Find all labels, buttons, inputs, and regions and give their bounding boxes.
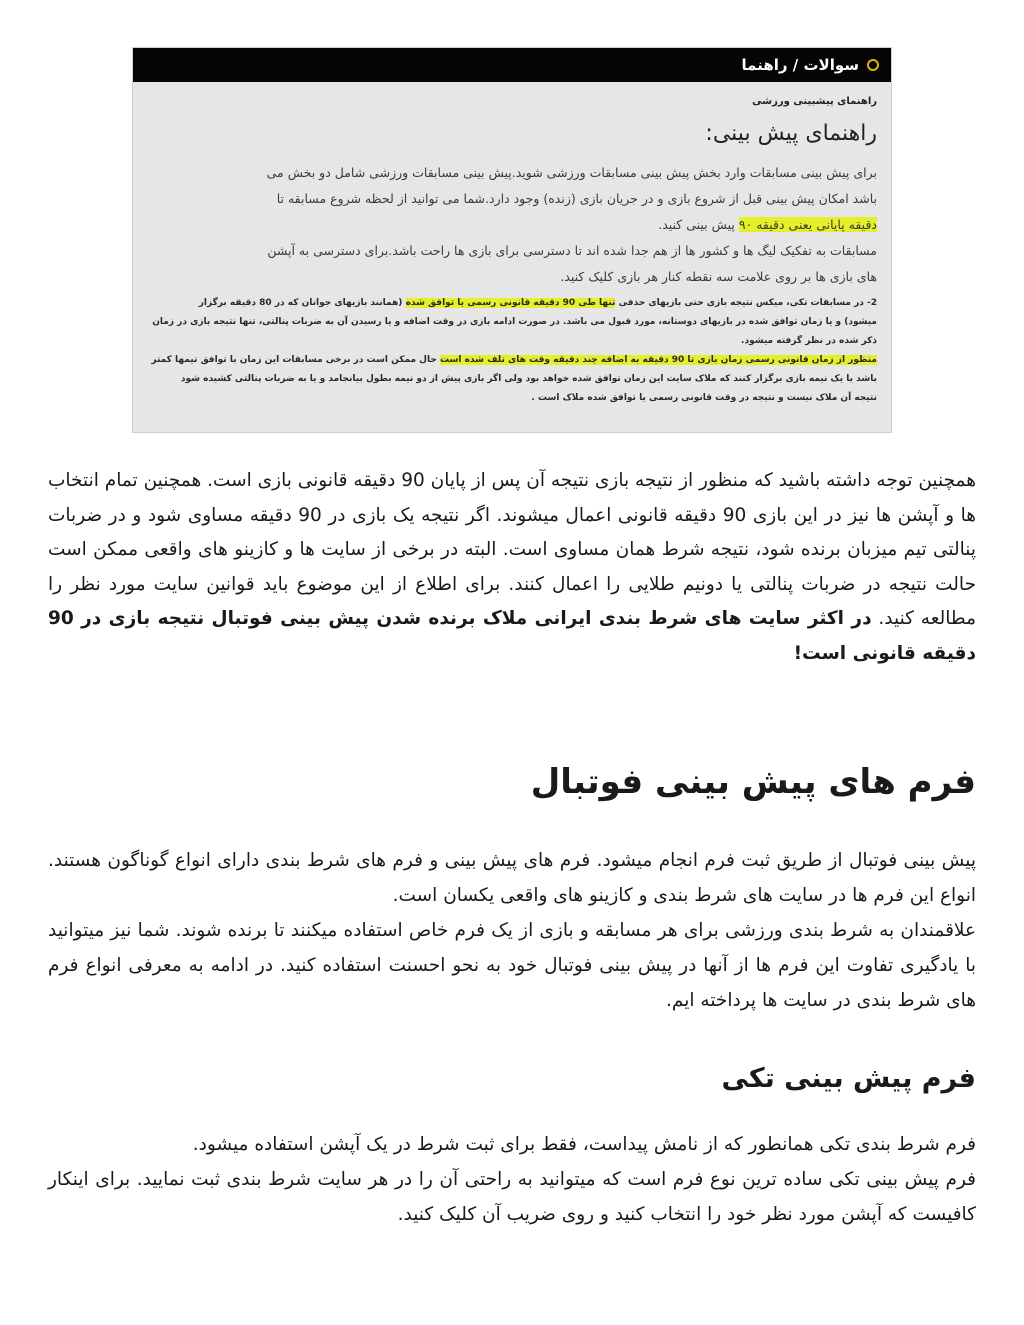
- figure-body: [133, 82, 891, 408]
- figure-title-bar: [133, 48, 891, 82]
- figure-note-line: ذکر شده در نظر گرفته میشود.: [741, 336, 877, 346]
- figure-note-line: [147, 294, 877, 313]
- forms-text: علاقمندان به شرط بندی ورزشی برای هر مسابقه و بازی از یک فرم خاص استفاده میکنند تا برنده شوند. شما نیز میتوانید با یادگیری تفاوت این فرم ها از آنها در پیش بینی فوتبال خود به نحو احسنت استفاده کنید. در ادامه به معرفی انواع فرم های شرط بندی در سایت ها پرداخته ایم.: [48, 920, 976, 1011]
- figure-para-line: های بازی ها بر روی علامت سه نقطه کنار هر بازی کلیک کنید.: [560, 269, 877, 284]
- figure-note-line: [147, 351, 877, 370]
- single-form-text: فرم شرط بندی تکی همانطور که از نامش پیداست، فقط برای ثبت شرط در یک آپشن استفاده میشود.: [192, 1134, 976, 1155]
- figure-para-text: پیش بینی کنید.: [658, 217, 739, 232]
- forms-text: پیش بینی فوتبال از طریق ثبت فرم انجام میشود. فرم های پیش بینی و فرم های شرط بندی دارای انواع گوناگون هستند. انواع این فرم ها در سایت های شرط بندی و کازینو های واقعی یکسان است.: [48, 850, 976, 906]
- guide-screenshot-figure: [132, 47, 892, 433]
- figure-highlight: منظور از زمان قانونی رسمی زمان بازی تا 90 دقیقه به اضافه چند دقیقه وقت های تلف شده است: [440, 355, 877, 365]
- figure-note-text: (همانند بازیهای جوانان که در 80 دقیقه برگزار: [198, 298, 406, 308]
- section-heading-football-forms: فرم های پیش بینی فوتبال: [530, 762, 976, 802]
- figure-note-line: نتیجه آن ملاک نیست و نتیجه در وقت قانونی رسمی یا توافق شده ملاک است .: [531, 393, 877, 403]
- intro-bold-text: در اکثر سایت های شرط بندی ایرانی ملاک برنده شدن پیش بینی فوتبال نتیجه بازی در 90 دقیقه قانونی است!: [48, 608, 976, 664]
- section-heading-single-form: فرم پیش بینی تکی: [721, 1063, 976, 1094]
- figure-note-line: میشود) و یا زمان توافق شده در بازیهای دوستانه، مورد قبول می باشد. در صورت ادامه بازی در وقت اضافه و یا رسیدن آن به ضربات پنالتی، تنها نتیجه بازی در زمان: [152, 317, 877, 327]
- figure-heading: راهنمای پیش بینی:: [705, 121, 877, 146]
- figure-bar-title: سوالات / راهنما: [741, 56, 859, 74]
- figure-note-text: 2- در مسابقات تکی، میکس نتیجه بازی حتی بازیهای حذفی: [615, 298, 877, 308]
- figure-note-line: باشد یا یک نیمه بازی برگزار کنند که ملاک سایت این زمان توافق شده خواهد بود ولی اگر بازی پیش از دو نیمه بطول بیانجامد و یا به ضربات پنالتی کشیده شود: [180, 374, 877, 384]
- figure-para-line: [147, 212, 877, 238]
- figure-rules-note: [147, 294, 877, 408]
- figure-para-line: مسابقات به تفکیک لیگ ها و کشور ها از هم جدا شده اند تا دسترسی برای بازی ها راحت باشد.برای دسترسی به آپشن: [267, 243, 877, 258]
- single-form-paragraph: [48, 1127, 976, 1232]
- figure-highlight: تنها طی 90 دقیقه قانونی رسمی یا توافق شده: [405, 298, 616, 308]
- intro-paragraph: [48, 464, 976, 671]
- circle-icon: [867, 59, 879, 71]
- figure-highlight: دقیقه پایانی یعنی دقیقه ۹۰: [738, 217, 877, 232]
- single-form-text: فرم پیش بینی تکی ساده ترین نوع فرم است که میتوانید به راحتی آن را در هر سایت شرط بندی ثبت نمایید. برای اینکار کافیست که آپشن مورد نظر خود را انتخاب کنید و روی ضریب آن کلیک کنید.: [48, 1169, 976, 1225]
- figure-para-line: باشد امکان پیش بینی قبل از شروع بازی و در جریان بازی (زنده) وجود دارد.شما می توانید از لحظه شروع مسابقه تا: [276, 191, 877, 206]
- figure-paragraph: [147, 160, 877, 290]
- figure-para-line: برای پیش بینی مسابقات وارد بخش پیش بینی مسابقات ورزشی شوید.پیش بینی مسابقات ورزشی شامل دو بخش می: [266, 165, 877, 180]
- intro-text: همچنین توجه داشته باشید که منظور از نتیجه بازی نتیجه آن پس از پایان 90 دقیقه قانونی بازی است. همچنین تمام انتخاب ها و آپشن ها نیز در این بازی 90 دقیقه قانونی اعمال میشوند. اگر نتیجه یک بازی در 90 دقیقه مساوی شود و در ضربات پنالتی تیم میزبان برنده شود، نتیجه شرط همان مساوی است. البته در برخی از سایت ها و کازینو های واقعی ممکن است حالت نتیجه در ضربات پنالتی یا دونیم طلایی را اعمال کنند. برای اطلاع از این موضوع باید قوانین سایت مورد نظر را مطالعه کنید.: [48, 470, 976, 629]
- figure-breadcrumb: راهنمای پیشبینی ورزشی: [752, 96, 877, 107]
- figure-note-text: حال ممکن است در برخی مسابقات این زمان با توافق تیمها کمتر: [151, 355, 440, 365]
- forms-paragraph: [48, 843, 976, 1018]
